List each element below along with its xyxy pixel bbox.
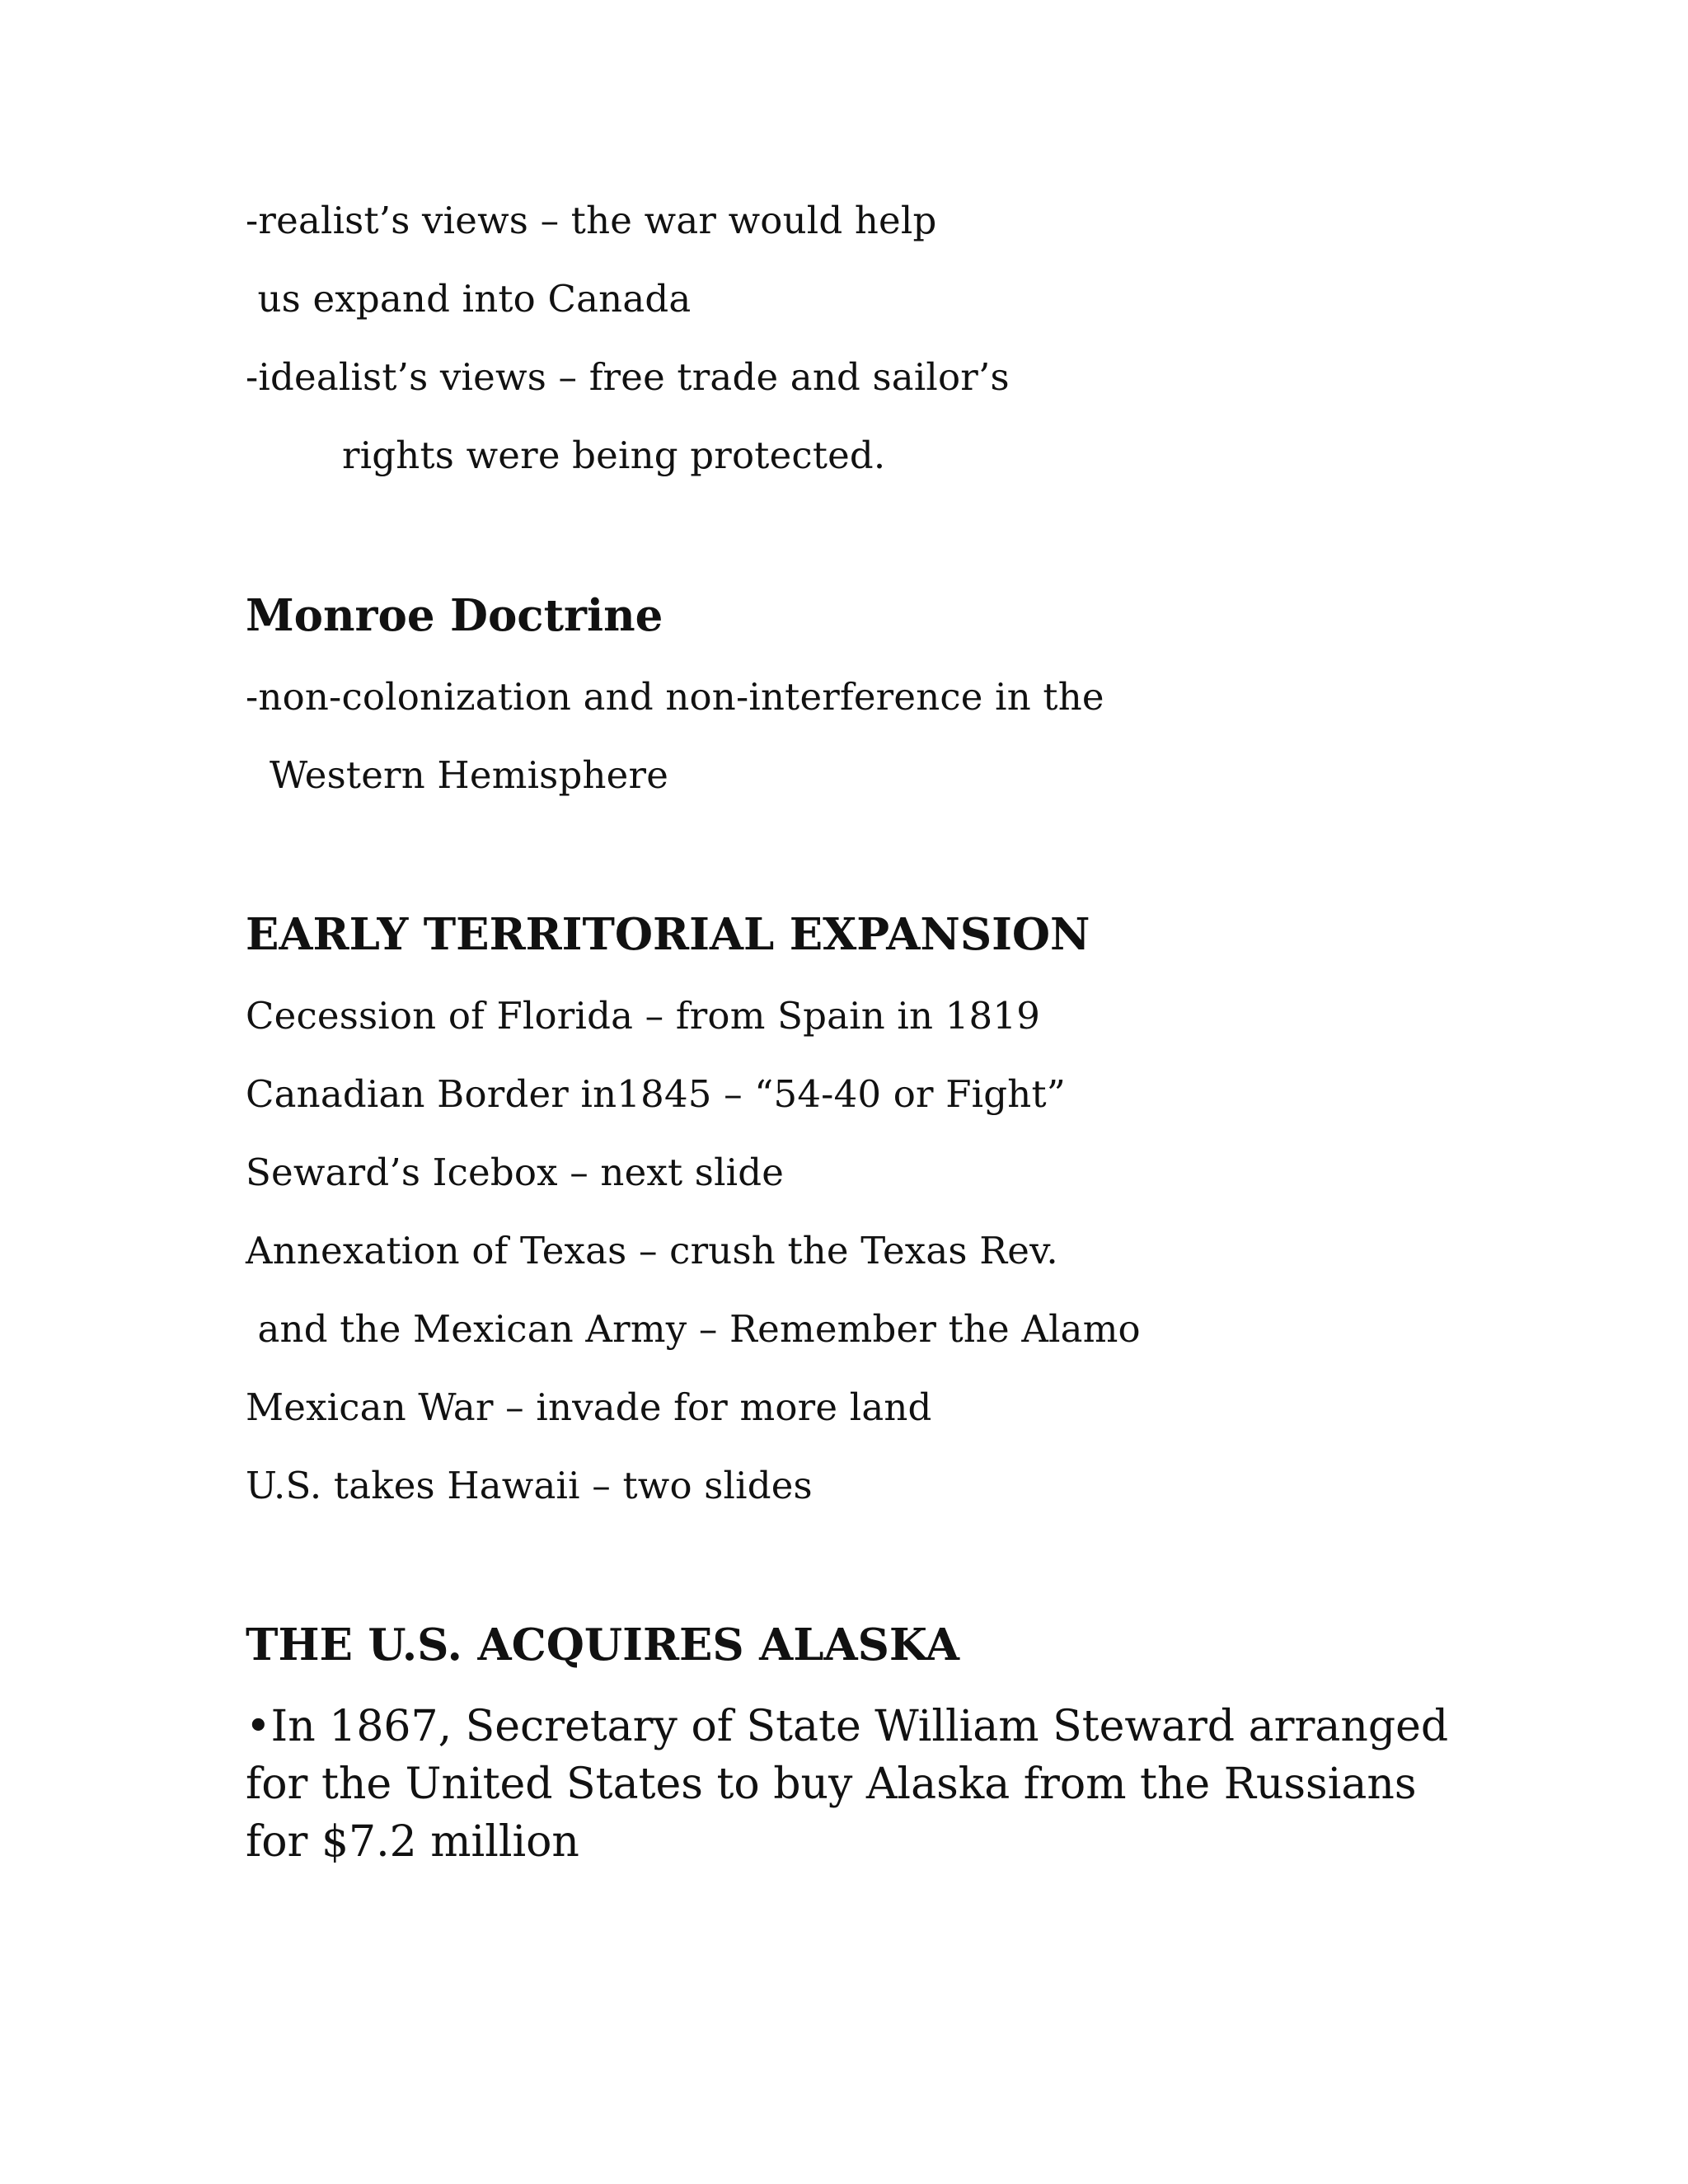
expansion-item-texas: Annexation of Texas – crush the Texas Rev. [246,1229,1058,1272]
expansion-item-canadian-border: Canadian Border in1845 – “54-40 or Fight” [246,1072,1066,1116]
expansion-item-florida: Cecession of Florida – from Spain in 1819 [246,994,1041,1038]
expansion-item-texas-continued: and the Mexican Army – Remember the Alamo [246,1307,1141,1351]
alaska-heading: THE U.S. ACQUIRES ALASKA [246,1619,959,1671]
idealist-views-line-2: rights were being protected. [342,434,886,477]
monroe-doctrine-line-2: Western Hemisphere [246,753,669,797]
realist-views-line-2: us expand into Canada [246,277,692,321]
expansion-item-mexican-war: Mexican War – invade for more land [246,1385,932,1429]
expansion-item-sewards-icebox: Seward’s Icebox – next slide [246,1151,785,1194]
alaska-bullet-line-1: •In 1867, Secretary of State William Steward arranged [246,1702,1449,1751]
realist-views-line-1: -realist’s views – the war would help [246,199,937,242]
monroe-doctrine-line-1: -non-colonization and non-interference in the [246,675,1104,719]
alaska-bullet-line-2: for the United States to buy Alaska from the Russians [246,1760,1417,1809]
early-territorial-expansion-heading: EARLY TERRITORIAL EXPANSION [246,909,1090,960]
idealist-views-line-1: -idealist’s views – free trade and sailor’s [246,355,1010,399]
alaska-bullet-line-3: for $7.2 million [246,1817,579,1867]
monroe-doctrine-heading: Monroe Doctrine [246,590,663,641]
expansion-item-hawaii: U.S. takes Hawaii – two slides [246,1464,813,1507]
